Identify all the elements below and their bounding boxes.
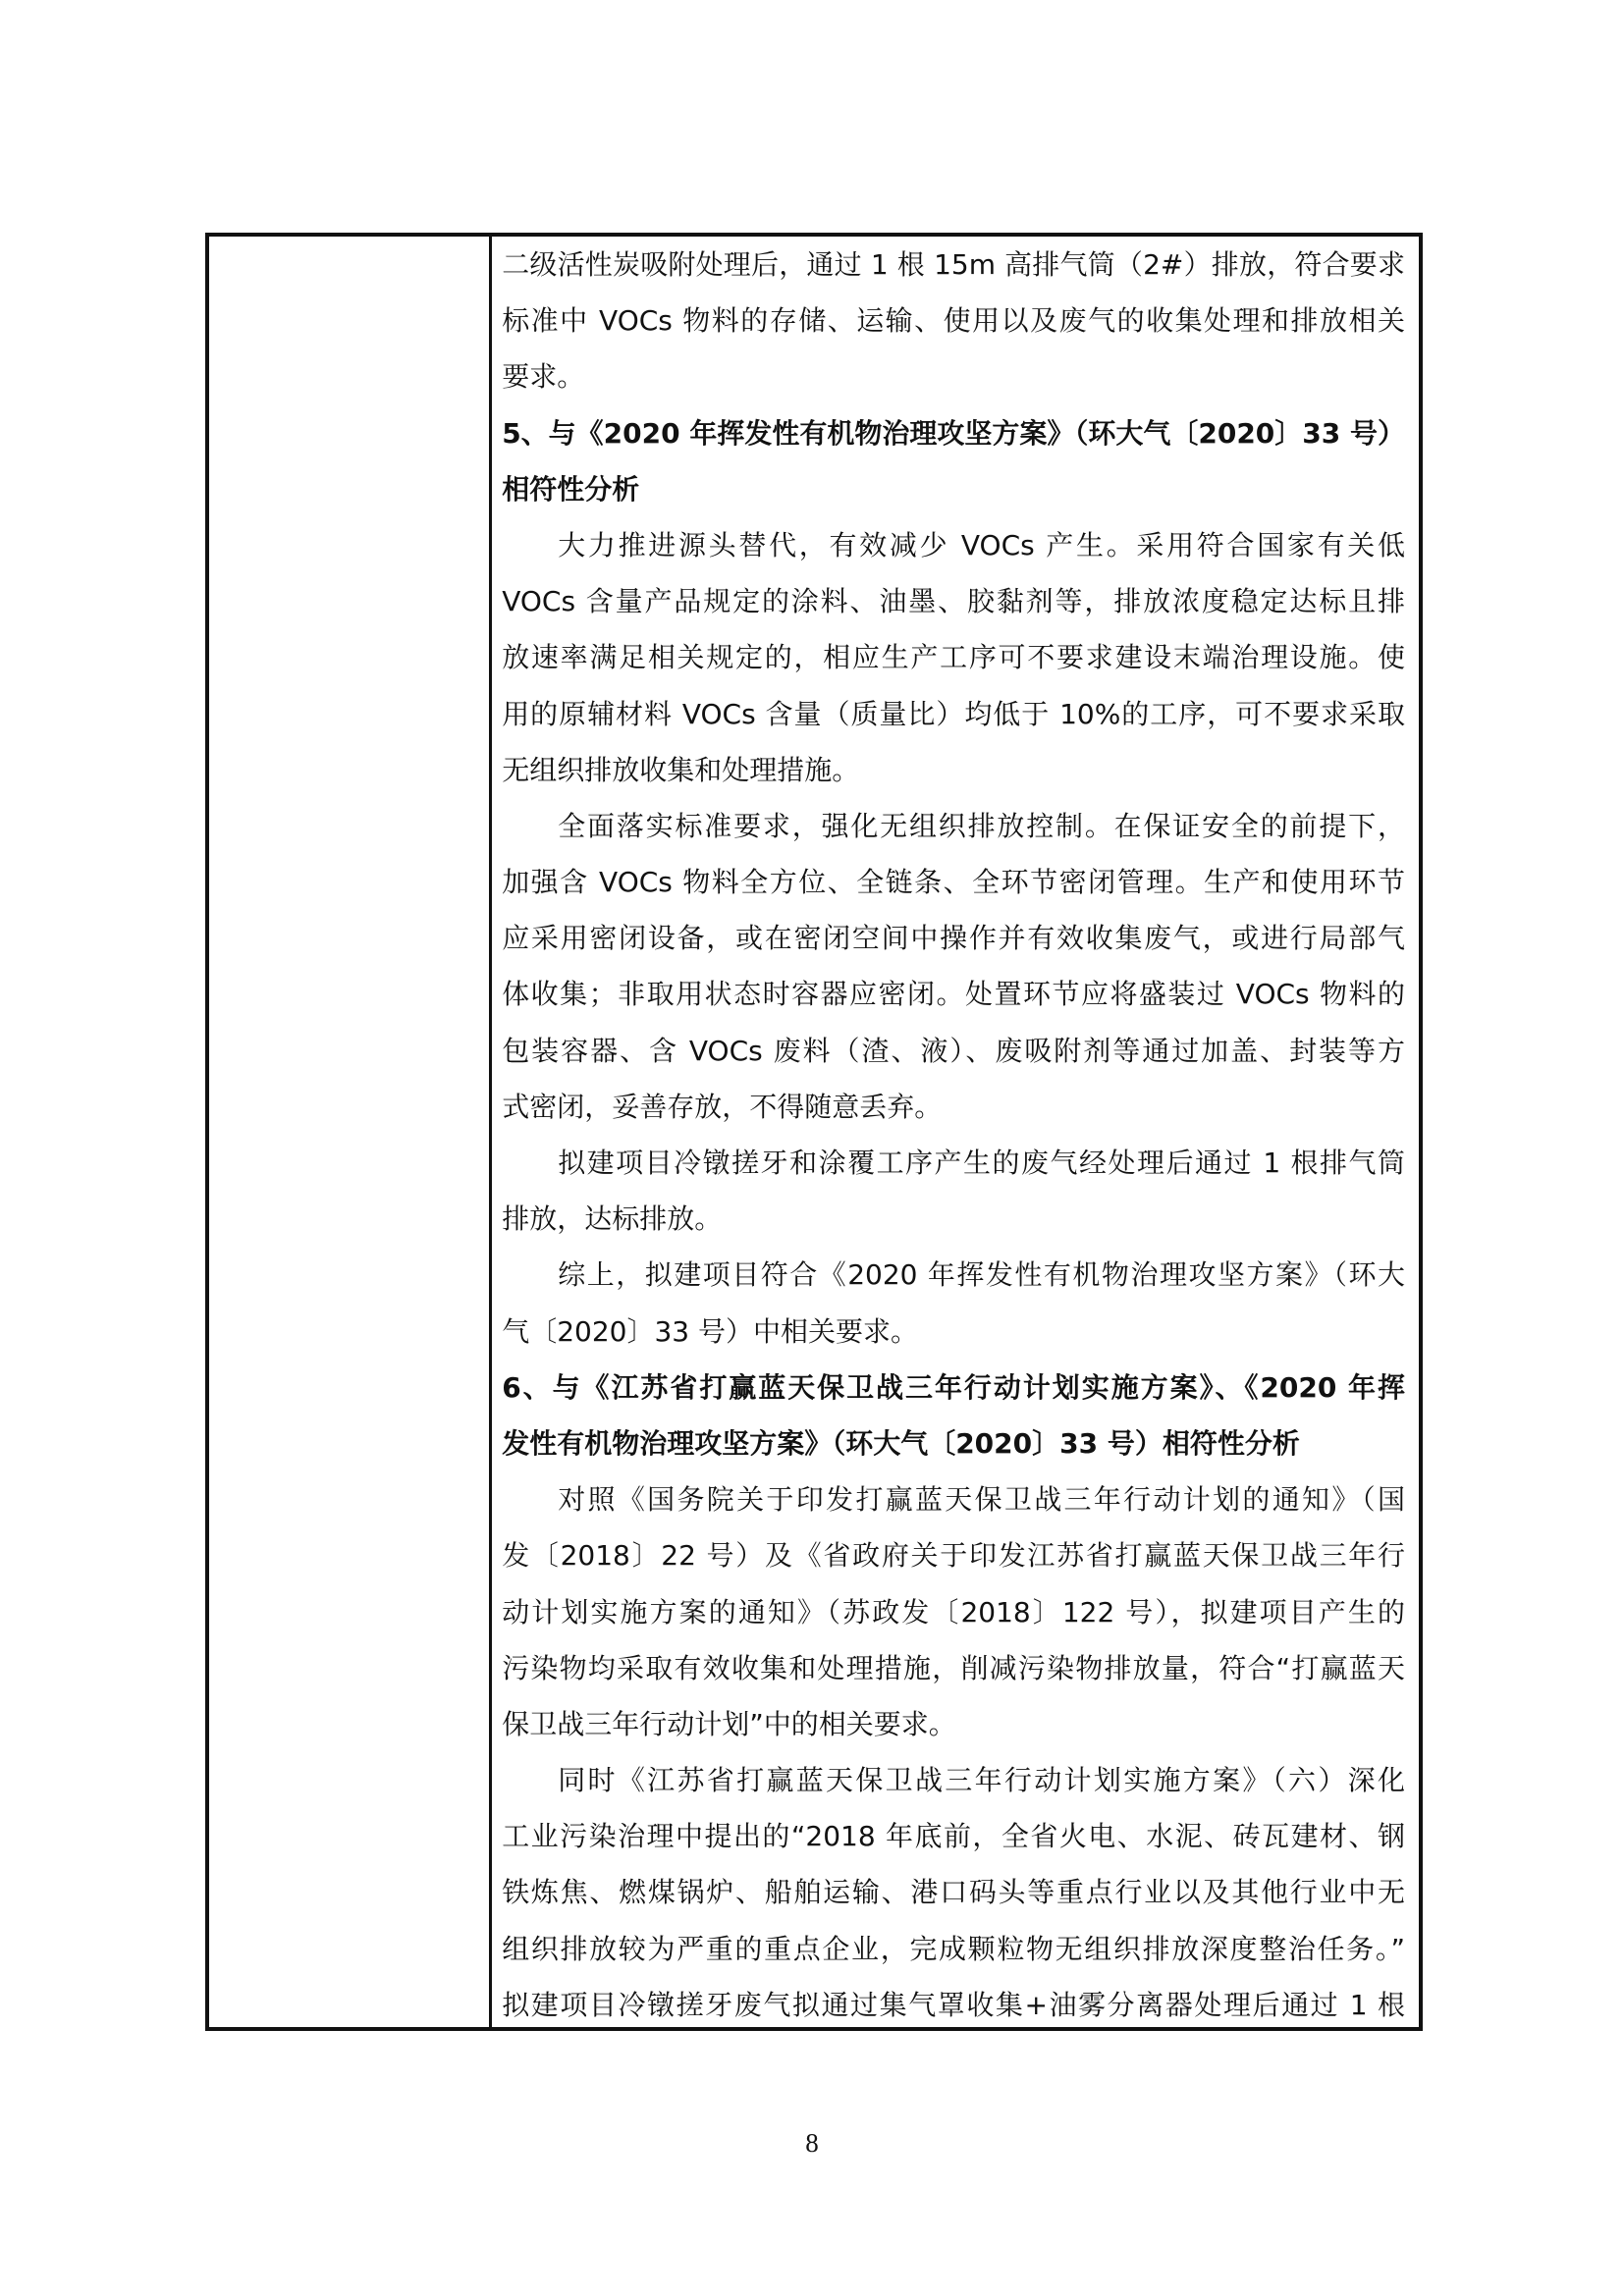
body-text-line: 体收集；非取用状态时容器应密闭。处置环节应将盛装过 VOCs 物料的 xyxy=(502,978,1405,1011)
table-left-column xyxy=(209,237,492,2027)
body-text-line: 铁炼焦、燃煤锅炉、船舶运输、港口码头等重点行业以及其他行业中无 xyxy=(502,1876,1405,1909)
body-text-line: 对照《国务院关于印发打赢蓝天保卫战三年行动计划的通知》（国 xyxy=(558,1483,1405,1517)
body-text-line: 要求。 xyxy=(502,360,585,394)
body-text-line: 无组织排放收集和处理措施。 xyxy=(502,753,860,786)
table-content-column xyxy=(492,237,1419,2027)
body-text-line: 同时《江苏省打赢蓝天保卫战三年行动计划实施方案》（六）深化 xyxy=(558,1764,1405,1797)
body-text-line: 用的原辅材料 VOCs 含量（质量比）均低于 10%的工序，可不要求采取 xyxy=(502,697,1405,730)
body-text-line: 组织排放较为严重的重点企业，完成颗粒物无组织排放深度整治任务。” xyxy=(502,1932,1405,1965)
body-text-line: 应采用密闭设备，或在密闭空间中操作并有效收集废气，或进行局部气 xyxy=(502,922,1405,955)
body-text-line: 工业污染治理中提出的“2018 年底前，全省火电、水泥、砖瓦建材、钢 xyxy=(502,1820,1405,1853)
section-heading-line: 5、与《2020 年挥发性有机物治理攻坚方案》（环大气〔2020〕33 号） xyxy=(502,416,1405,450)
body-text-line: 包装容器、含 VOCs 废料（渣、液）、废吸附剂等通过加盖、封装等方 xyxy=(502,1034,1405,1067)
page-number: 8 xyxy=(805,2128,819,2158)
body-text-line: 大力推进源头替代，有效减少 VOCs 产生。采用符合国家有关低 xyxy=(558,528,1405,561)
document-table xyxy=(205,233,1423,2031)
body-text-line: 综上，拟建项目符合《2020 年挥发性有机物治理攻坚方案》（环大 xyxy=(558,1258,1405,1292)
body-text-line: 发〔2018〕22 号）及《省政府关于印发江苏省打赢蓝天保卫战三年行 xyxy=(502,1539,1405,1573)
body-text-line: VOCs 含量产品规定的涂料、油墨、胶黏剂等，排放浓度稳定达标且排 xyxy=(502,585,1405,618)
body-text-line: 拟建项目冷镦搓牙废气拟通过集气罩收集+油雾分离器处理后通过 1 根 xyxy=(502,1988,1405,2021)
body-text-line: 式密闭，妥善存放，不得随意丢弃。 xyxy=(502,1090,943,1123)
body-text-line: 全面落实标准要求，强化无组织排放控制。在保证安全的前提下， xyxy=(558,809,1405,842)
body-text-line: 动计划实施方案的通知》（苏政发〔2018〕122 号），拟建项目产生的 xyxy=(502,1595,1405,1629)
body-text-line: 保卫战三年行动计划”中的相关要求。 xyxy=(502,1707,956,1740)
body-text-line: 二级活性炭吸附处理后，通过 1 根 15m 高排气筒（2#）排放，符合要求 xyxy=(502,248,1405,281)
body-text-line: 标准中 VOCs 物料的存储、运输、使用以及废气的收集处理和排放相关 xyxy=(502,304,1405,338)
body-text-line: 气〔2020〕33 号）中相关要求。 xyxy=(502,1314,918,1348)
body-text-line: 排放，达标排放。 xyxy=(502,1202,723,1236)
body-text-line: 污染物均采取有效收集和处理措施，削减污染物排放量，符合“打赢蓝天 xyxy=(502,1651,1405,1684)
body-text-line: 放速率满足相关规定的，相应生产工序可不要求建设末端治理设施。使 xyxy=(502,641,1405,674)
section-heading-line: 6、与《江苏省打赢蓝天保卫战三年行动计划实施方案》、《2020 年挥 xyxy=(502,1370,1405,1404)
section-heading-line: 相符性分析 xyxy=(502,472,640,506)
body-text-line: 加强含 VOCs 物料全方位、全链条、全环节密闭管理。生产和使用环节 xyxy=(502,866,1405,899)
section-heading-line: 发性有机物治理攻坚方案》（环大气〔2020〕33 号）相符性分析 xyxy=(502,1426,1300,1460)
body-text-line: 拟建项目冷镦搓牙和涂覆工序产生的废气经处理后通过 1 根排气筒 xyxy=(558,1147,1405,1179)
